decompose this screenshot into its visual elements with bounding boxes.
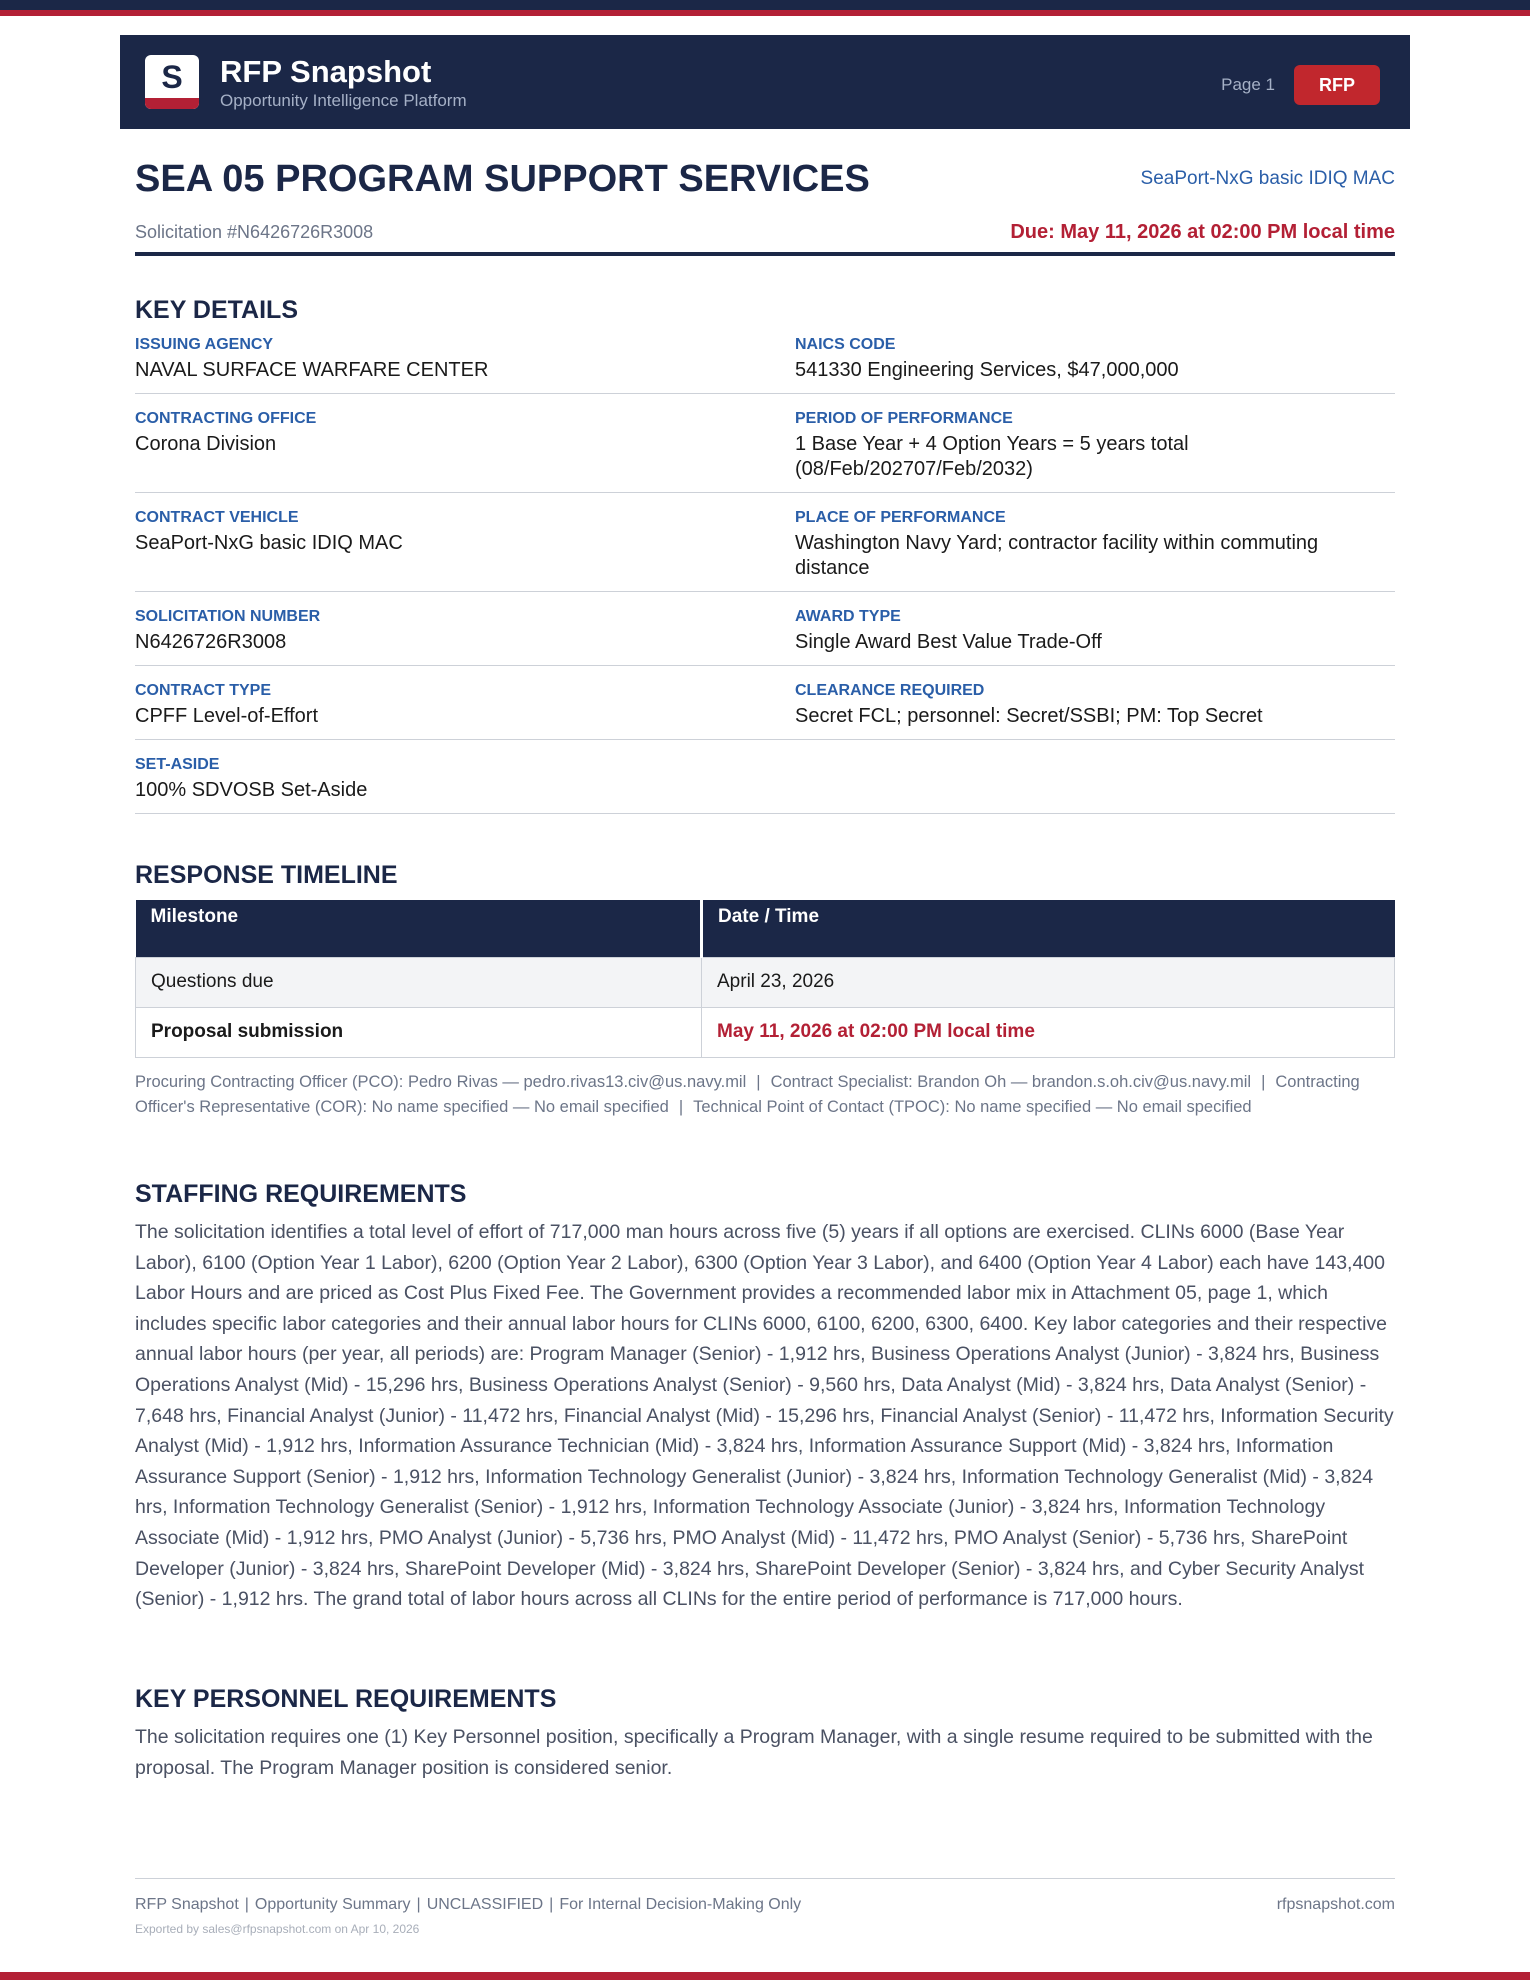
key-personnel-paragraph: The solicitation requires one (1) Key Personnel position, specifically a Program Manager, with a single resume required to be submitted with the proposal. The Program Manager position is considered senior. (135, 1726, 1373, 1779)
rfp-badge[interactable]: RFP (1294, 65, 1380, 105)
export-note: Exported by sales@rfpsnapshot.com on Apr 10, 2026 (135, 1922, 420, 1936)
detail-label: PERIOD OF PERFORMANCE (795, 410, 1013, 427)
footer-site-link[interactable]: rfpsnapshot.com (1276, 1896, 1395, 1913)
logo-letter: S (161, 59, 183, 95)
column-header-milestone: Milestone (136, 900, 702, 957)
detail-label: CONTRACT VEHICLE (135, 509, 299, 526)
detail-label: PLACE OF PERFORMANCE (795, 509, 1006, 526)
footer-brand: RFP Snapshot (135, 1896, 239, 1913)
detail-row (135, 410, 1395, 493)
detail-value: N6426726R3008 (135, 631, 287, 653)
page-number: Page 1 (1221, 75, 1275, 94)
footer-left (135, 1896, 801, 1914)
header-bar (120, 35, 1410, 129)
date-cell: April 23, 2026 (702, 957, 1395, 1007)
detail-label: SOLICITATION NUMBER (135, 608, 321, 625)
detail-row (135, 336, 1395, 394)
separator: | (416, 1896, 421, 1913)
detail-value: 541330 Engineering Services, $47,000,000 (795, 359, 1179, 381)
brand-subtitle: Opportunity Intelligence Platform (220, 91, 467, 110)
detail-label: SET-ASIDE (135, 756, 220, 773)
pco-contact: Procuring Contracting Officer (PCO): Pedro Rivas — pedro.rivas13.civ@us.navy.mil (135, 1073, 747, 1091)
separator: | (678, 1098, 684, 1116)
staffing-paragraph: The solicitation identifies a total level of effort of 717,000 man hours across five (5) years if all options are exercised. CLINs 6000 (Base Year Labor), 6100 (Option Year 1 Labor), 6200 (Option Year 2 Labor), 6300 (Option Year 3 Labor), and 6400 (Option Year 4 Labor) each have 143,400 Labor Hours and are priced as Cost Plus Fixed Fee. The Government provides a recommended labor mix in Attachment 05, page 1, which includes specific labor categories and their annual labor hours for CLINs 6000, 6100, 6200, 6300, 6400. Key labor categories and their respective annual labor hours (per year, all periods) are: Program Manager (Senior) - 1,912 hrs, Business Operations Analyst (Junior) - 3,824 hrs, Business Operations Analyst (Mid) - 15,296 hrs, Business Operations Analyst (Senior) - 9,560 hrs, Data Analyst (Mid) - 3,824 hrs, Data Analyst (Senior) - 7,648 hrs, Financial Analyst (Junior) - 11,472 hrs, Financial Analyst (Mid) - 15,296 hrs, Financial Analyst (Senior) - 11,472 hrs, Information Security Analyst (Mid) - 1,912 hrs, Information Assurance Technician (Mid) - 3,824 hrs, Information Assurance Support (Mid) - 3,824 hrs, Information Assurance Support (Senior) - 1,912 hrs, Information Technology Generalist (Junior) - 3,824 hrs, Information Technology Generalist (Mid) - 3,824 hrs, Information Technology Generalist (Senior) - 1,912 hrs, Information Technology Associate (Junior) - 3,824 hrs, Information Technology Associate (Mid) - 1,912 hrs, PMO Analyst (Junior) - 5,736 hrs, PMO Analyst (Mid) - 11,472 hrs, PMO Analyst (Senior) - 5,736 hrs, SharePoint Developer (Junior) - 3,824 hrs, SharePoint Developer (Mid) - 3,824 hrs, SharePoint Developer (Senior) - 3,824 hrs, and Cyber Security Analyst (Senior) - 1,912 hrs. The grand total of labor hours across all CLINs for the entire period of performance is 717,000 hours. (135, 1221, 1394, 1611)
detail-value: NAVAL SURFACE WARFARE CENTER (135, 359, 489, 381)
title-divider (135, 252, 1395, 256)
milestone-cell: Proposal submission (136, 1007, 702, 1057)
response-timeline-heading: RESPONSE TIMELINE (135, 861, 398, 889)
detail-value: Corona Division (135, 433, 277, 455)
key-details-grid (135, 336, 1395, 830)
detail-value: Secret FCL; personnel: Secret/SSBI; PM: Top Secret (795, 705, 1263, 727)
tpoc-contact: Technical Point of Contact (TPOC): No name specified — No email specified (693, 1098, 1252, 1116)
detail-value: CPFF Level-of-Effort (135, 705, 319, 727)
detail-value: Single Award Best Value Trade-Off (795, 631, 1102, 653)
contract-vehicle-link[interactable]: SeaPort-NxG basic IDIQ MAC (1140, 168, 1395, 189)
separator: | (756, 1073, 761, 1091)
page-title: SEA 05 PROGRAM SUPPORT SERVICES (135, 158, 870, 200)
column-header-date: Date / Time (702, 900, 1395, 957)
detail-value: 1 Base Year + 4 Option Years = 5 years total (08/Feb/202707/Feb/2032) (795, 433, 1189, 480)
timeline-table (135, 900, 1395, 1058)
brand-title: RFP Snapshot (220, 54, 432, 89)
detail-label: AWARD TYPE (795, 608, 901, 625)
due-date: Due: May 11, 2026 at 02:00 PM local time (1010, 221, 1395, 243)
detail-value: Washington Navy Yard; contractor facility within commuting distance (795, 532, 1319, 579)
date-cell: May 11, 2026 at 02:00 PM local time (702, 1007, 1395, 1057)
specialist-contact: Contract Specialist: Brandon Oh — brandon.s.oh.civ@us.navy.mil (770, 1073, 1252, 1091)
detail-row (135, 608, 1395, 666)
table-row (136, 957, 1395, 1007)
detail-label: CONTRACT TYPE (135, 682, 271, 699)
staffing-heading: STAFFING REQUIREMENTS (135, 1180, 467, 1208)
key-personnel-heading: KEY PERSONNEL REQUIREMENTS (135, 1685, 557, 1713)
table-row (136, 1007, 1395, 1057)
detail-label: NAICS CODE (795, 336, 896, 353)
detail-value: 100% SDVOSB Set-Aside (135, 779, 368, 801)
contacts-line (135, 1070, 1395, 1120)
solicitation-number: Solicitation #N6426726R3008 (135, 222, 374, 242)
detail-value: SeaPort-NxG basic IDIQ MAC (135, 532, 403, 554)
detail-label: ISSUING AGENCY (135, 336, 274, 353)
footer-classification: UNCLASSIFIED (426, 1896, 544, 1913)
separator: | (244, 1896, 249, 1913)
detail-label: CLEARANCE REQUIRED (795, 682, 985, 699)
footer-divider (135, 1878, 1395, 1879)
logo-icon (145, 55, 199, 109)
cor-contact: Contracting Officer's Representative (COR): No name specified — No email specified (135, 1073, 1360, 1116)
key-details-heading: KEY DETAILS (135, 296, 298, 324)
separator: | (1261, 1073, 1266, 1091)
detail-label: CONTRACTING OFFICE (135, 410, 317, 427)
footer-summary: Opportunity Summary (254, 1896, 411, 1913)
top-stripe (0, 0, 1530, 16)
bottom-stripe (0, 1972, 1530, 1980)
footer-usage: For Internal Decision-Making Only (559, 1896, 802, 1913)
detail-row (135, 682, 1395, 740)
milestone-cell: Questions due (136, 957, 702, 1007)
detail-row (135, 509, 1395, 592)
separator: | (549, 1896, 554, 1913)
detail-row (135, 756, 1395, 814)
